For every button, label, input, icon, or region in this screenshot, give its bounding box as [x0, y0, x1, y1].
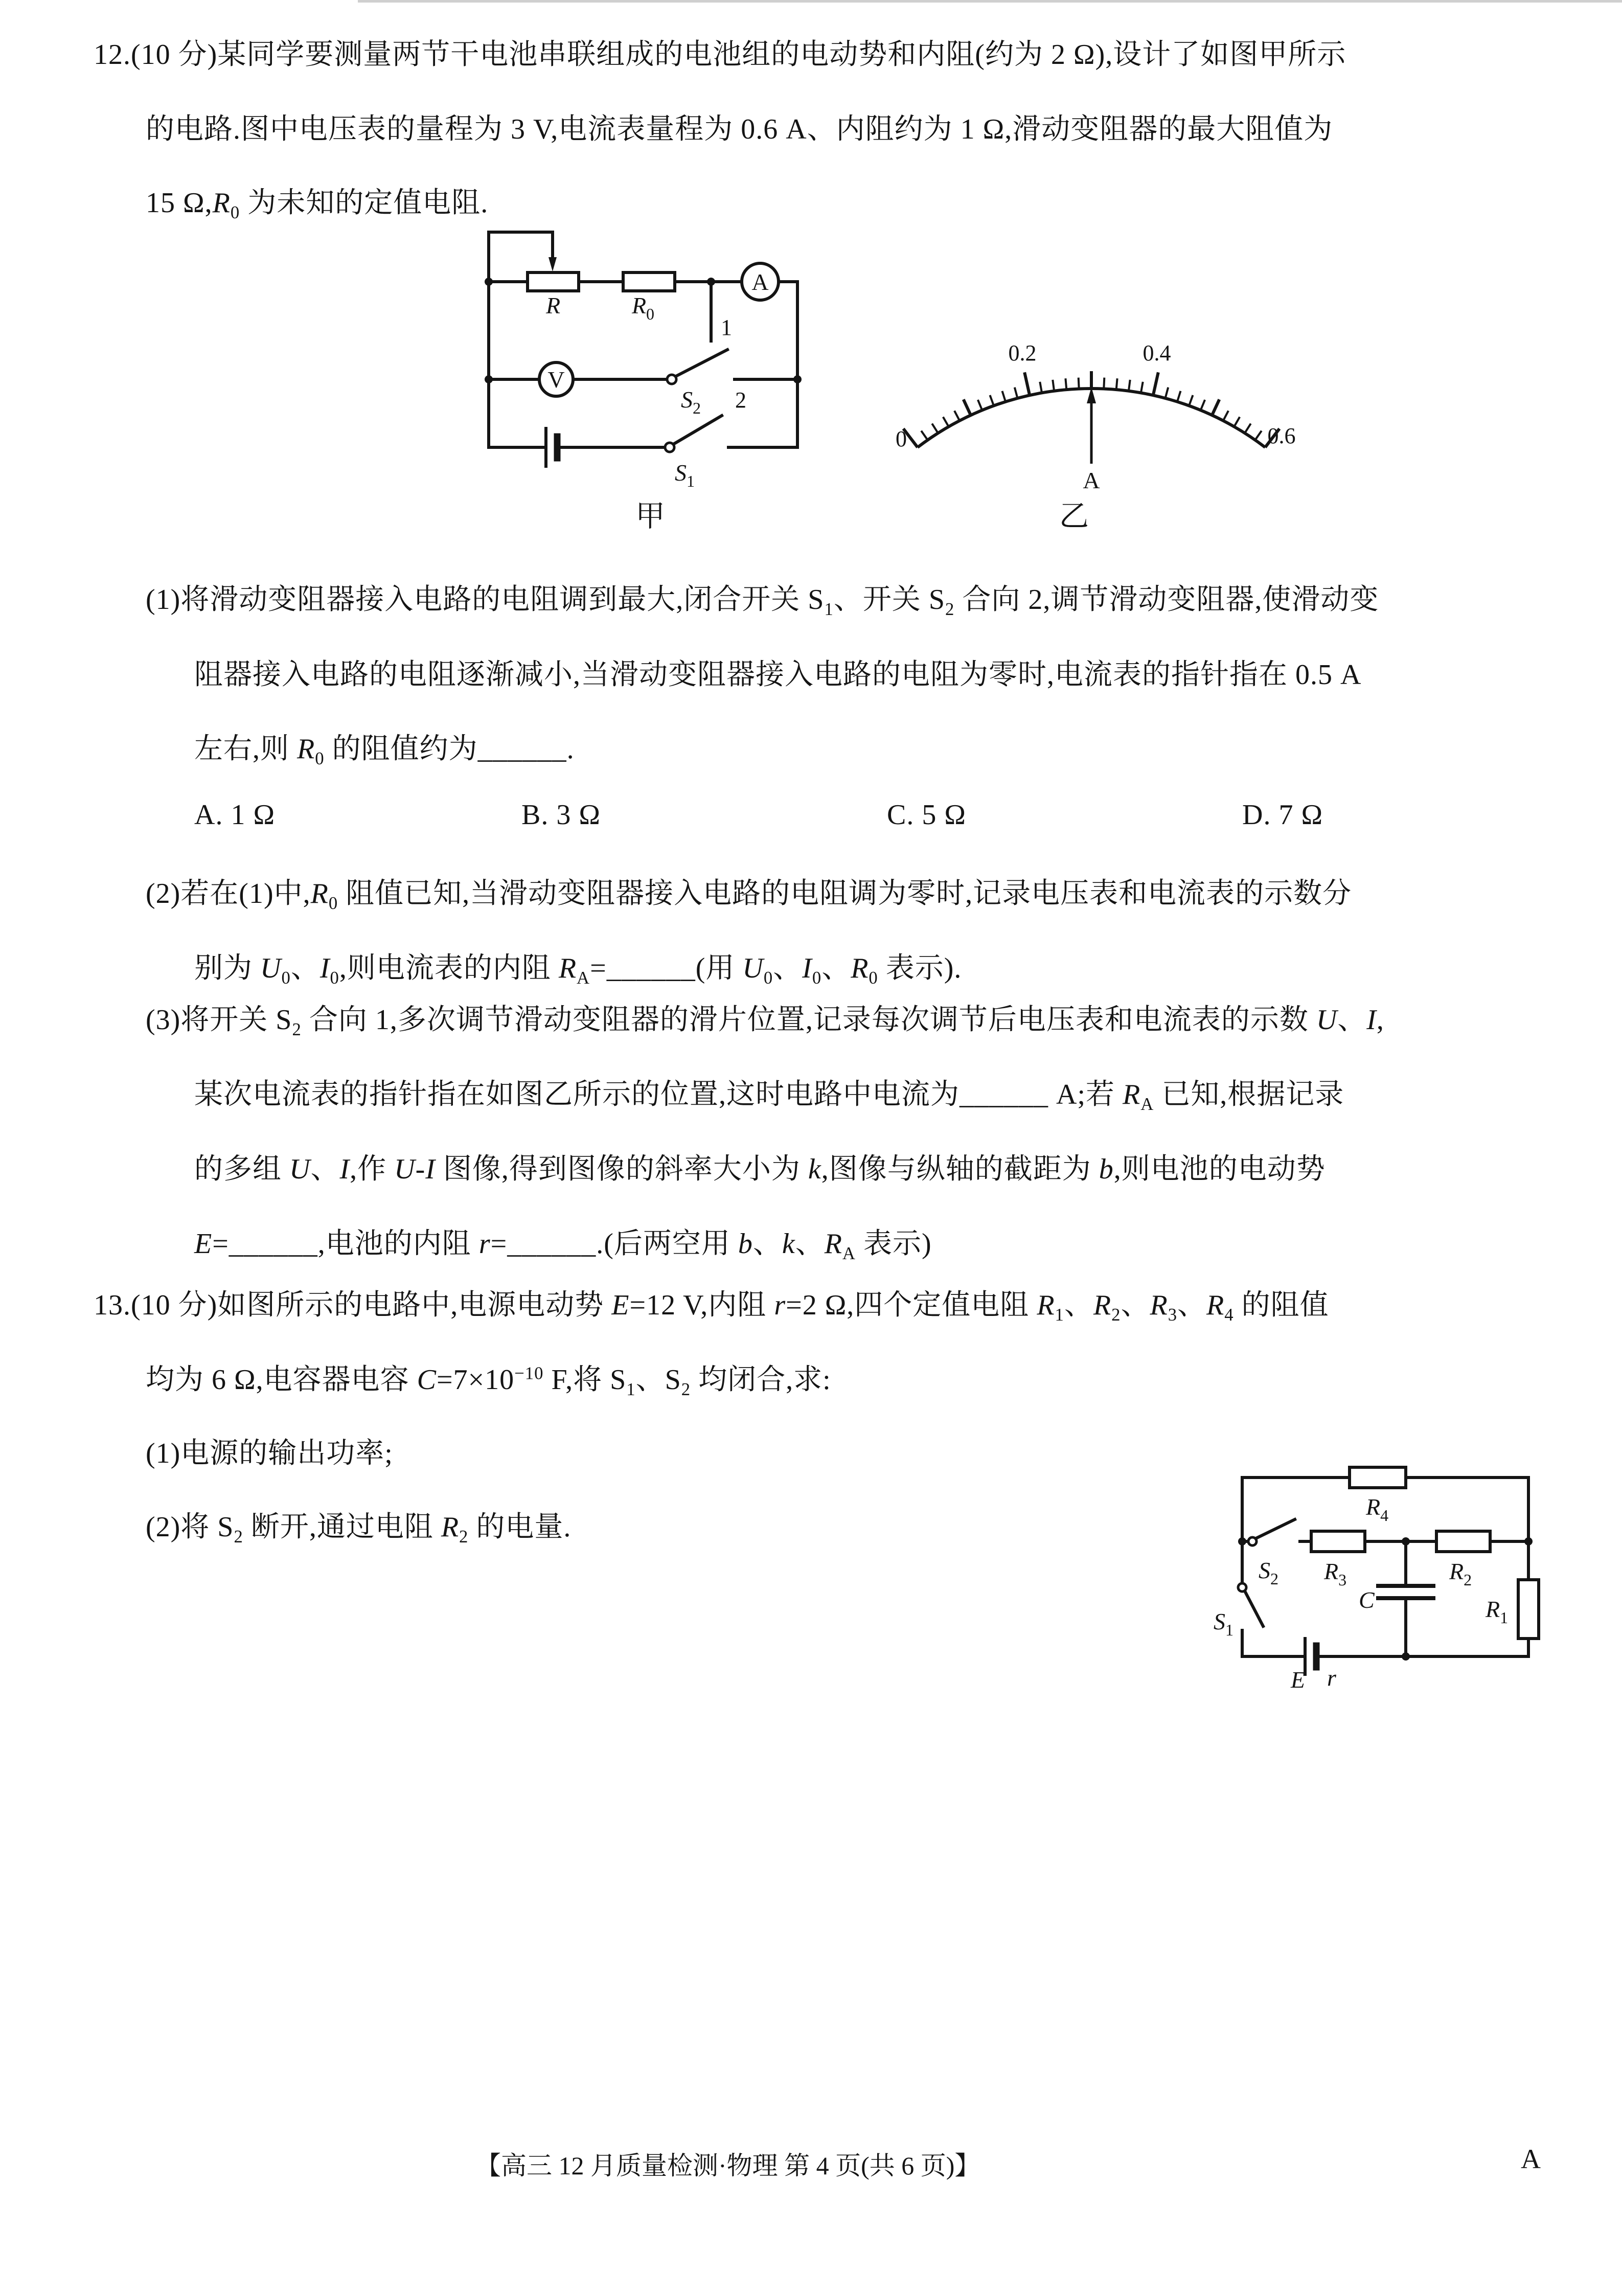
scan-edge-artifact	[358, 0, 1622, 3]
switch-s1-pivot	[665, 443, 674, 452]
scale-label-0-6: 0.6	[1267, 423, 1296, 448]
label-r4: $R_4$	[1366, 1494, 1389, 1525]
q12-part3-line-3: 的多组 U、I,作 U-I 图像,得到图像的斜率大小为 k,图像与纵轴的截距为 b,则电池的电动势	[194, 1153, 1326, 1185]
rheostat-box	[528, 272, 579, 291]
q13-switch-s1-lever	[1245, 1591, 1263, 1626]
footer-version-a: A	[1521, 2144, 1541, 2174]
q12-part2-line-1: (2)若在(1)中$,R_0$ 阻值已知,当滑动变阻器接入电路的电阻调为零时,记录电压表和电流表的示数分	[146, 878, 1352, 914]
label-voltmeter-v: V	[547, 367, 565, 393]
scale-label-0-2: 0.2	[1008, 340, 1037, 366]
figure-q13-circuit	[1196, 1424, 1574, 1695]
resistor-r0-box	[623, 272, 675, 291]
slider-arrowhead	[549, 257, 557, 271]
q13-item-1: (1)电源的输出功率;	[146, 1438, 393, 1469]
label-r3: $R_3$	[1324, 1558, 1347, 1589]
figure-yi-caption: 乙	[1059, 499, 1089, 533]
switch-s1-lever	[673, 416, 722, 444]
switch-s2-pivot	[667, 375, 676, 384]
label-r0: $R_0$	[631, 292, 655, 323]
q12-option-d: D. 7 Ω	[1242, 799, 1323, 831]
q12-part1-line-1: (1)将滑动变阻器接入电路的电阻调到最大,闭合开关 $S_1$、开关 $S_2$ 合向 2,调节滑动变阻器,使滑动变	[146, 584, 1379, 620]
label-contact-1: 1	[721, 315, 732, 340]
label-s1: $S_1$	[675, 460, 695, 490]
q13-switch-s2-lever	[1256, 1519, 1295, 1538]
resistor-r2-box	[1436, 1531, 1490, 1552]
scale-label-0-4: 0.4	[1143, 340, 1171, 366]
q12-line-1: 12.(10 分)某同学要测量两节干电池串联组成的电池组的电动势和内阻(约为 2 Ω),设计了如图甲所示	[94, 39, 1346, 71]
label-s2: $S_2$	[681, 387, 701, 417]
q12-option-b: B. 3 Ω	[521, 799, 601, 831]
label-r-internal: r	[1327, 1665, 1336, 1691]
resistor-r4-box	[1350, 1467, 1406, 1488]
q13-wires	[1238, 1467, 1539, 1674]
q12-option-c: C. 5 Ω	[887, 799, 966, 831]
label-q13-s2: $S_2$	[1259, 1557, 1278, 1588]
q12-part3-line-1: (3)将开关 $S_2$ 合向 1,多次调节滑动变阻器的滑片位置,记录每次调节后电压表和电流表的示数 U、I,	[146, 1004, 1384, 1040]
label-r1: $R_1$	[1486, 1596, 1509, 1627]
q12-option-a: A. 1 Ω	[194, 799, 276, 831]
label-ammeter-a: A	[751, 269, 769, 295]
figure-jia-caption: 甲	[635, 499, 666, 533]
label-contact-2: 2	[735, 388, 746, 413]
switch-s2-lever	[676, 350, 727, 376]
q13-switch-s1-pivot	[1238, 1583, 1246, 1592]
q13-line-2: 均为 6 Ω,电容器电容 $C=7\times 10^{-10}$ F,将 $S_1$、$S_2$ 均闭合,求:	[146, 1363, 831, 1400]
resistor-r1-box	[1518, 1580, 1539, 1639]
q12-part3-line-4: E=______,电池的内阻 r=______.(后两空用 b、k、$R_A$ 表示)	[194, 1228, 932, 1264]
scale-label-0: 0	[896, 426, 907, 451]
q12-line-3: 15 $\Omega,R_0$ 为未知的定值电阻.	[146, 187, 489, 223]
label-e: E	[1291, 1667, 1306, 1693]
q12-line-2: 的电路.图中电压表的量程为 3 V,电流表量程为 0.6 A、内阻约为 1 Ω,滑动变阻器的最大阻值为	[146, 113, 1333, 145]
q13-item-2: (2)将 $S_2$ 断开,通过电阻 $R_2$ 的电量.	[146, 1511, 572, 1547]
label-r: R	[545, 292, 561, 319]
q12-part1-line-3: 左右,则 $R_0$ 的阻值约为______.	[194, 733, 575, 769]
footer-page-info: 【高三 12 月质量检测·物理 第 4 页(共 6 页)】	[475, 2151, 980, 2180]
label-r2: $R_2$	[1449, 1558, 1472, 1589]
resistor-r3-box	[1311, 1531, 1365, 1552]
q13-line-1: 13.(10 分)如图所示的电路中,电源电动势 E=12 V,内阻 r=2 Ω,四个定值电阻 $R_1$、$R_2$、$R_3$、$R_4$ 的阻值	[94, 1289, 1329, 1325]
label-c: C	[1359, 1587, 1375, 1613]
q12-part1-line-2: 阻器接入电路的电阻逐渐减小,当滑动变阻器接入电路的电阻为零时,电流表的指针指在 0.5 A	[194, 659, 1362, 691]
figure-jia-circuit	[450, 228, 808, 514]
q12-part3-line-2: 某次电流表的指针指在如图乙所示的位置,这时电路中电流为______ A;若 $R_A$ 已知,根据记录	[194, 1079, 1344, 1115]
figure-yi-ammeter-scale	[887, 309, 1306, 493]
label-q13-s1: $S_1$	[1214, 1608, 1233, 1639]
q13-switch-s2-pivot	[1248, 1537, 1257, 1545]
jia-wires	[489, 232, 797, 466]
q12-part2-line-2: 别为 $U_0$、$I_0$,则电流表的内阻 $R_A=\_\_\_\_\_\_$(用 $U_0$、$I_0$、$R_0$ 表示).	[194, 952, 962, 988]
scale-unit-a: A	[1083, 467, 1100, 493]
